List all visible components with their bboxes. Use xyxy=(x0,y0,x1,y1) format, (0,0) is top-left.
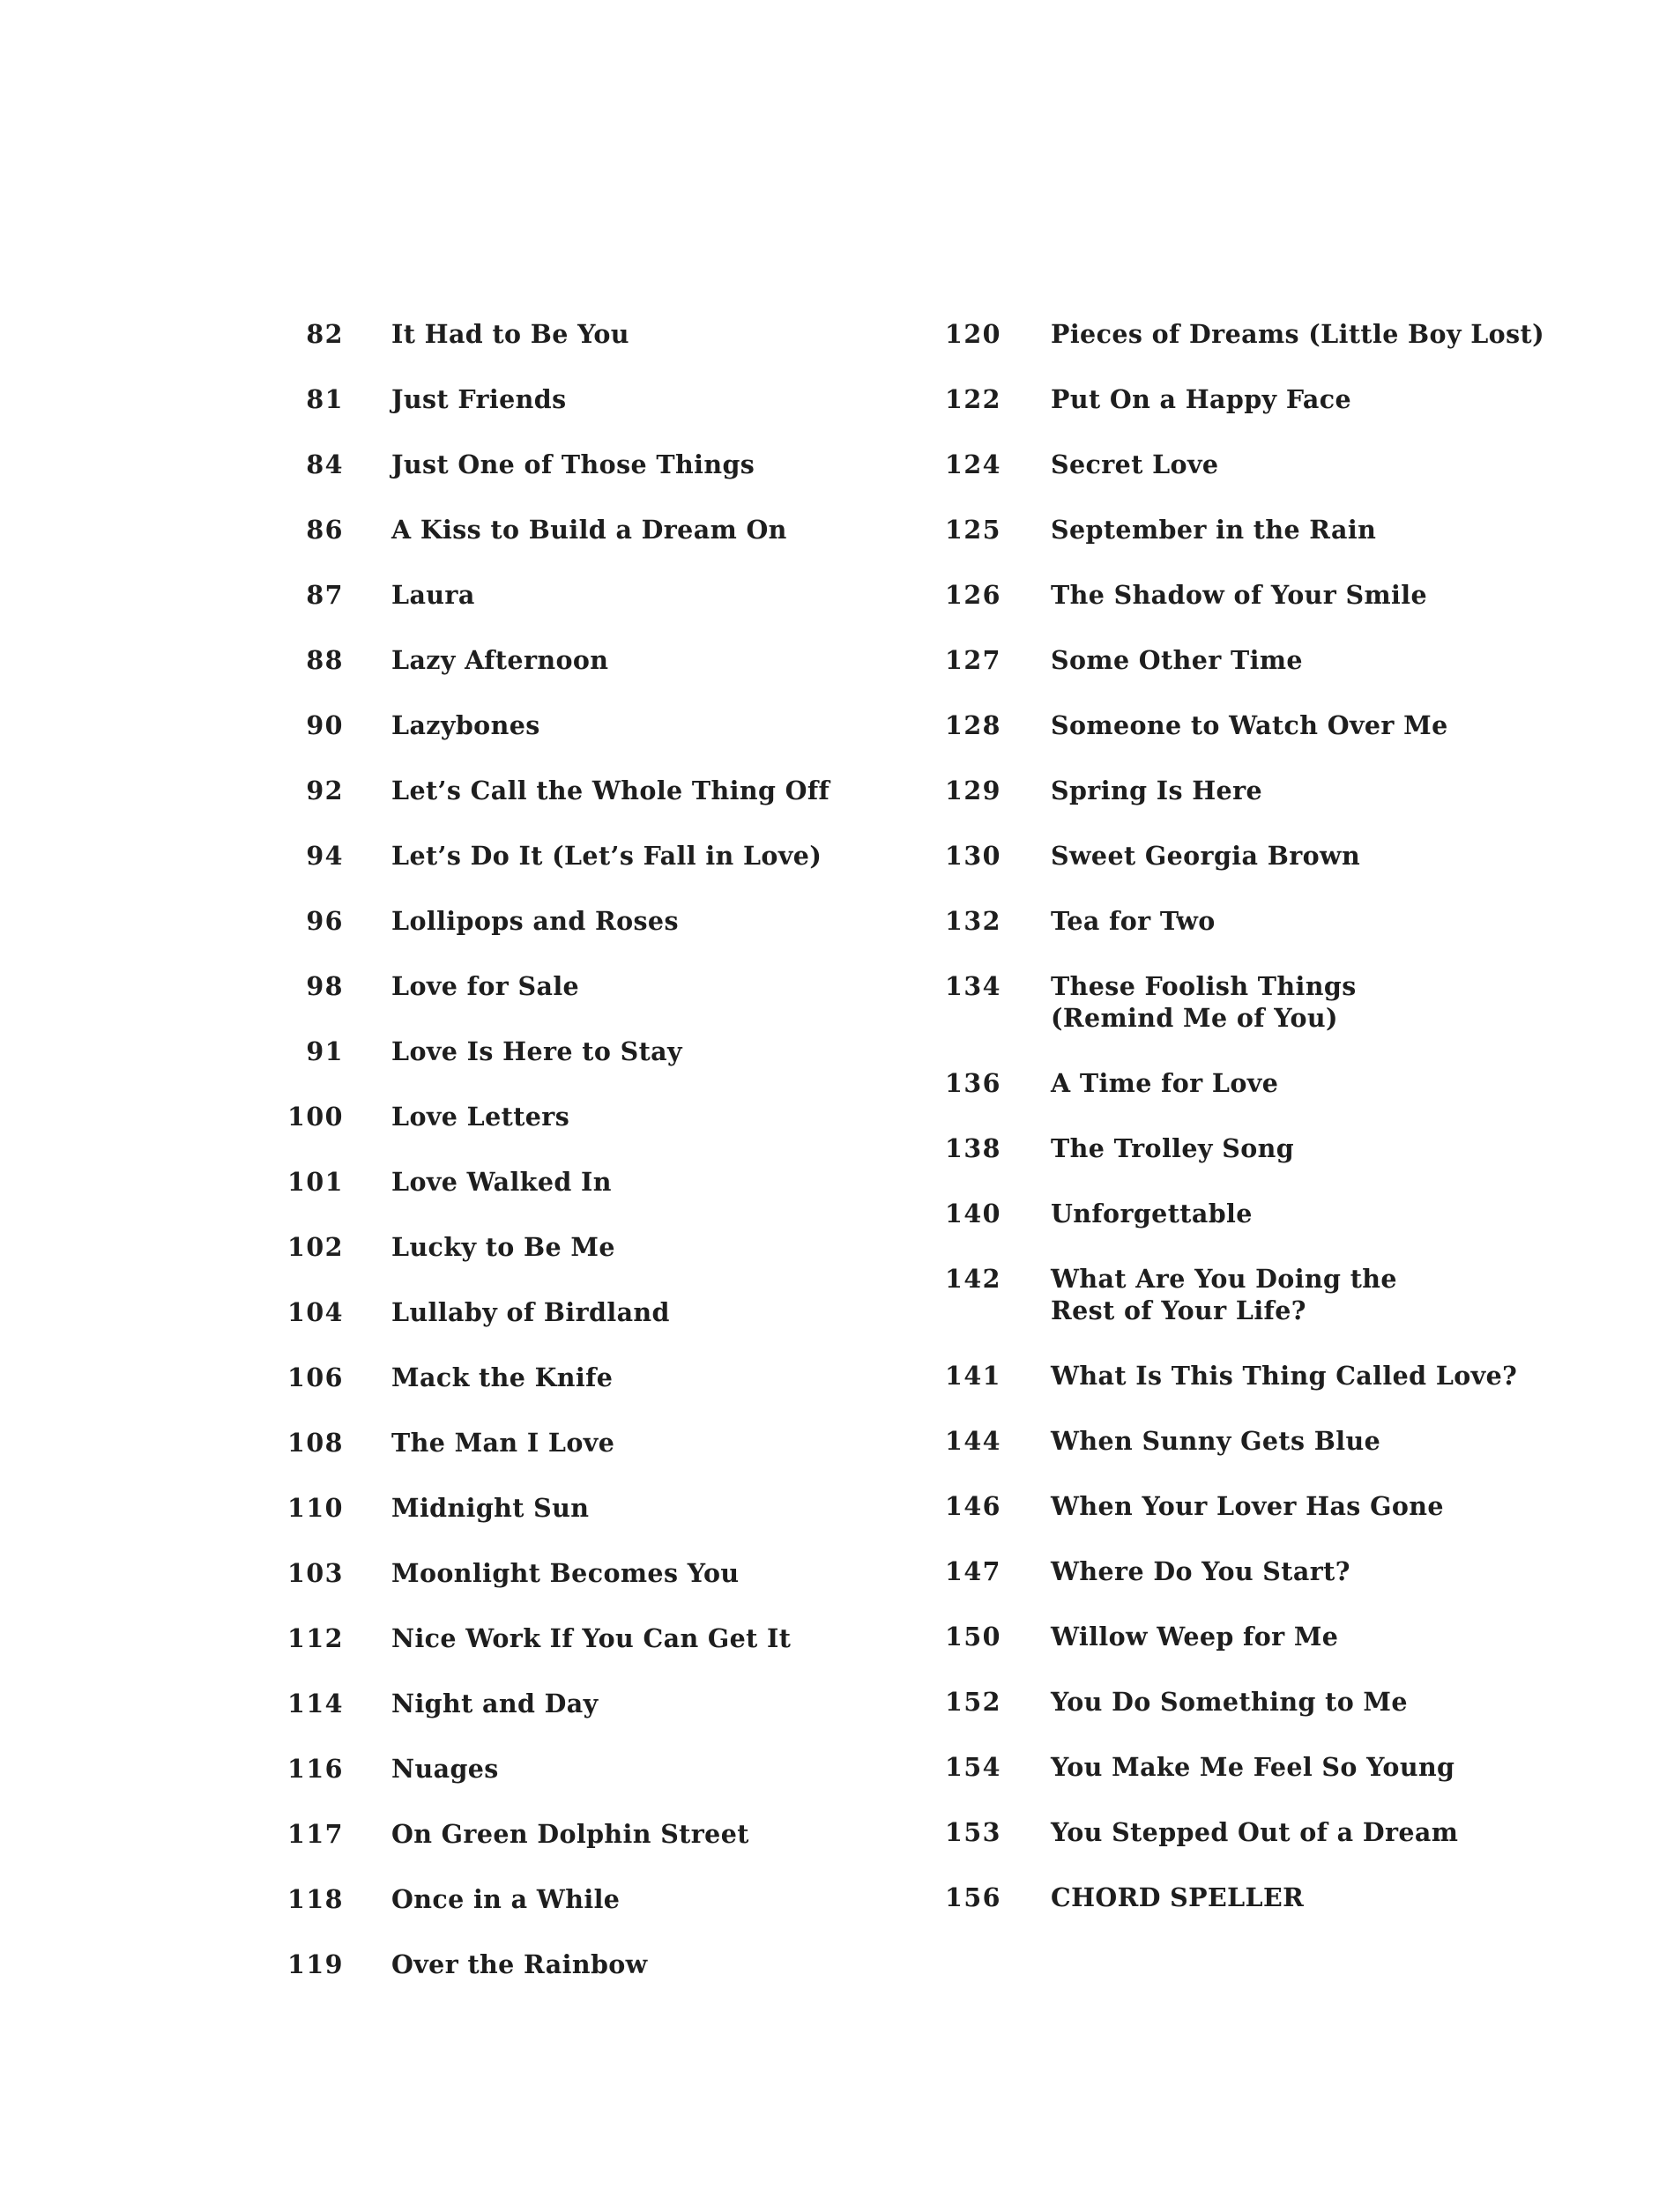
toc-entry xyxy=(940,1751,1627,1816)
toc-page-number: 125 xyxy=(945,515,1001,545)
toc-song-title: When Sunny Gets Blue xyxy=(1051,1426,1381,1456)
toc-entry xyxy=(282,1688,846,1753)
toc-entry xyxy=(940,1686,1627,1751)
toc-song-title: The Trolley Song xyxy=(1051,1133,1295,1163)
toc-entry xyxy=(940,775,1627,840)
toc-song-title: What Is This Thing Called Love? xyxy=(1051,1361,1518,1391)
toc-page-number: 132 xyxy=(945,906,1001,936)
toc-page-number: 138 xyxy=(945,1133,1001,1163)
toc-song-title: Nuages xyxy=(391,1754,499,1784)
toc-song-title: September in the Rain xyxy=(1051,515,1377,545)
toc-page-number: 94 xyxy=(306,841,344,871)
toc-song-title: Love for Sale xyxy=(391,971,580,1001)
toc-page-number: 144 xyxy=(945,1426,1001,1456)
toc-entry xyxy=(940,579,1627,644)
toc-page-number: 90 xyxy=(306,710,344,740)
toc-page-number: 106 xyxy=(287,1362,344,1392)
toc-song-title: Willow Weep for Me xyxy=(1051,1622,1339,1652)
toc-song-title: Over the Rainbow xyxy=(391,1949,648,1979)
toc-page-number: 154 xyxy=(945,1752,1001,1782)
toc-entry xyxy=(282,579,846,644)
toc-entry xyxy=(282,1948,846,2014)
toc-page-number: 98 xyxy=(306,971,344,1001)
toc-entry xyxy=(282,1753,846,1818)
toc-entry xyxy=(940,1067,1627,1132)
toc-column-left xyxy=(282,318,846,2014)
toc-entry xyxy=(282,514,846,579)
toc-song-title: Moonlight Becomes You xyxy=(391,1558,740,1588)
toc-entry xyxy=(940,1555,1627,1621)
toc-song-title: Some Other Time xyxy=(1051,645,1303,675)
toc-entry xyxy=(282,1883,846,1948)
toc-song-title: A Kiss to Build a Dream On xyxy=(391,515,787,545)
toc-page-number: 102 xyxy=(287,1232,344,1262)
toc-song-title: Once in a While xyxy=(391,1884,621,1914)
toc-entry xyxy=(282,709,846,775)
toc-entry xyxy=(940,1425,1627,1490)
toc-song-title: You Do Something to Me xyxy=(1051,1687,1408,1717)
toc-entry xyxy=(940,1263,1627,1360)
toc-page-number: 150 xyxy=(945,1622,1001,1652)
toc-song-title: Laura xyxy=(391,580,475,610)
toc-page-number: 96 xyxy=(306,906,344,936)
toc-song-title: Let’s Call the Whole Thing Off xyxy=(391,776,830,805)
toc-song-title: The Shadow of Your Smile xyxy=(1051,580,1427,610)
toc-entry xyxy=(282,1818,846,1883)
toc-song-title: Lullaby of Birdland xyxy=(391,1297,670,1327)
toc-song-title: A Time for Love xyxy=(1051,1068,1279,1098)
toc-page-number: 84 xyxy=(306,449,344,479)
toc-song-title: Nice Work If You Can Get It xyxy=(391,1623,792,1653)
toc-song-title: Love Is Here to Stay xyxy=(391,1036,682,1066)
toc-entry xyxy=(282,449,846,514)
toc-entry xyxy=(282,1622,846,1688)
toc-entry xyxy=(282,383,846,449)
toc-page-number: 87 xyxy=(306,580,344,610)
toc-song-title: Put On a Happy Face xyxy=(1051,384,1352,414)
toc-entry xyxy=(282,1362,846,1427)
toc-entry xyxy=(282,1557,846,1622)
toc-song-title: Where Do You Start? xyxy=(1051,1556,1350,1586)
toc-entry xyxy=(282,1492,846,1557)
toc-entry xyxy=(940,1816,1627,1882)
toc-song-title: Tea for Two xyxy=(1051,906,1216,936)
toc-page-number: 103 xyxy=(287,1558,344,1588)
toc-entry xyxy=(940,1132,1627,1198)
toc-page-number: 129 xyxy=(945,776,1001,805)
toc-page-number: 81 xyxy=(306,384,344,414)
toc-song-title: The Man I Love xyxy=(391,1428,615,1458)
toc-song-title: Pieces of Dreams (Little Boy Lost) xyxy=(1051,319,1544,349)
toc-page-number: 108 xyxy=(287,1428,344,1458)
toc-page-number: 86 xyxy=(306,515,344,545)
toc-entry xyxy=(940,709,1627,775)
toc-page-number: 147 xyxy=(945,1556,1001,1586)
toc-page-number: 153 xyxy=(945,1817,1001,1847)
toc-entry xyxy=(282,775,846,840)
toc-page-number: 156 xyxy=(945,1882,1001,1912)
toc-page-number: 101 xyxy=(287,1167,344,1197)
toc-song-title: Midnight Sun xyxy=(391,1493,590,1523)
toc-song-title: Love Letters xyxy=(391,1102,570,1132)
toc-song-title: CHORD SPELLER xyxy=(1051,1882,1305,1912)
toc-entry xyxy=(940,1621,1627,1686)
toc-entry xyxy=(940,514,1627,579)
toc-page-number: 128 xyxy=(945,710,1001,740)
toc-song-title: Secret Love xyxy=(1051,449,1219,479)
toc-entry xyxy=(940,383,1627,449)
toc-song-title: Love Walked In xyxy=(391,1167,612,1197)
toc-page-number: 126 xyxy=(945,580,1001,610)
toc-page-number: 119 xyxy=(287,1949,344,1979)
toc-song-title: Someone to Watch Over Me xyxy=(1051,710,1448,740)
toc-page-number: 146 xyxy=(945,1491,1001,1521)
toc-entry xyxy=(940,905,1627,970)
toc-entry xyxy=(940,644,1627,709)
toc-page-number: 110 xyxy=(287,1493,344,1523)
toc-page-number: 124 xyxy=(945,449,1001,479)
toc-song-title: On Green Dolphin Street xyxy=(391,1819,749,1849)
toc-song-title: These Foolish Things (Remind Me of You) xyxy=(1051,971,1357,1033)
toc-entry xyxy=(940,970,1627,1067)
toc-entry xyxy=(282,1427,846,1492)
toc-page-number: 122 xyxy=(945,384,1001,414)
toc-entry xyxy=(940,1198,1627,1263)
toc-entry xyxy=(940,449,1627,514)
toc-entry xyxy=(282,840,846,905)
toc-page-number: 140 xyxy=(945,1199,1001,1228)
toc-page-number: 112 xyxy=(287,1623,344,1653)
toc-song-title: You Make Me Feel So Young xyxy=(1051,1752,1455,1782)
toc-page-number: 88 xyxy=(306,645,344,675)
toc-entry xyxy=(940,1882,1627,1947)
toc-song-title: Mack the Knife xyxy=(391,1362,614,1392)
toc-page-number: 127 xyxy=(945,645,1001,675)
toc-song-title: Lucky to Be Me xyxy=(391,1232,615,1262)
toc-song-title: You Stepped Out of a Dream xyxy=(1051,1817,1459,1847)
toc-song-title: Sweet Georgia Brown xyxy=(1051,841,1361,871)
toc-page-number: 134 xyxy=(945,971,1001,1001)
toc-page-number: 118 xyxy=(287,1884,344,1914)
toc-song-title: Spring Is Here xyxy=(1051,776,1263,805)
toc-page-number: 117 xyxy=(287,1819,344,1849)
toc-entry xyxy=(282,1035,846,1101)
toc-song-title: Lazy Afternoon xyxy=(391,645,609,675)
toc-song-title: Lazybones xyxy=(391,710,540,740)
toc-page-number: 120 xyxy=(945,319,1001,349)
toc-page-number: 104 xyxy=(287,1297,344,1327)
toc-entry xyxy=(940,1360,1627,1425)
toc-entry xyxy=(282,1166,846,1231)
toc-entry xyxy=(940,840,1627,905)
toc-column-right xyxy=(940,318,1627,1947)
toc-entry xyxy=(282,1231,846,1296)
toc-song-title: Night and Day xyxy=(391,1689,599,1718)
toc-song-title: What Are You Doing the Rest of Your Life? xyxy=(1051,1264,1397,1325)
toc-page-number: 142 xyxy=(945,1264,1001,1294)
toc-page-number: 92 xyxy=(306,776,344,805)
toc-song-title: Lollipops and Roses xyxy=(391,906,679,936)
toc-entry xyxy=(940,1490,1627,1555)
toc-entry xyxy=(282,1101,846,1166)
toc-song-title: Just One of Those Things xyxy=(391,449,755,479)
toc-song-title: Unforgettable xyxy=(1051,1199,1253,1228)
toc-song-title: Let’s Do It (Let’s Fall in Love) xyxy=(391,841,822,871)
toc-entry xyxy=(282,970,846,1035)
toc-entry xyxy=(940,318,1627,383)
toc-page-number: 91 xyxy=(306,1036,344,1066)
toc-entry xyxy=(282,1296,846,1362)
toc-page-number: 114 xyxy=(287,1689,344,1718)
toc-entry xyxy=(282,905,846,970)
toc-page-number: 100 xyxy=(287,1102,344,1132)
toc-page-number: 82 xyxy=(306,319,344,349)
toc-song-title: It Had to Be You xyxy=(391,319,629,349)
toc-page-number: 116 xyxy=(287,1754,344,1784)
toc-entry xyxy=(282,644,846,709)
toc-page-number: 152 xyxy=(945,1687,1001,1717)
toc-page-number: 136 xyxy=(945,1068,1001,1098)
toc-page-number: 141 xyxy=(945,1361,1001,1391)
toc-entry xyxy=(282,318,846,383)
toc-song-title: Just Friends xyxy=(391,384,567,414)
toc-page-number: 130 xyxy=(945,841,1001,871)
toc-song-title: When Your Lover Has Gone xyxy=(1051,1491,1444,1521)
